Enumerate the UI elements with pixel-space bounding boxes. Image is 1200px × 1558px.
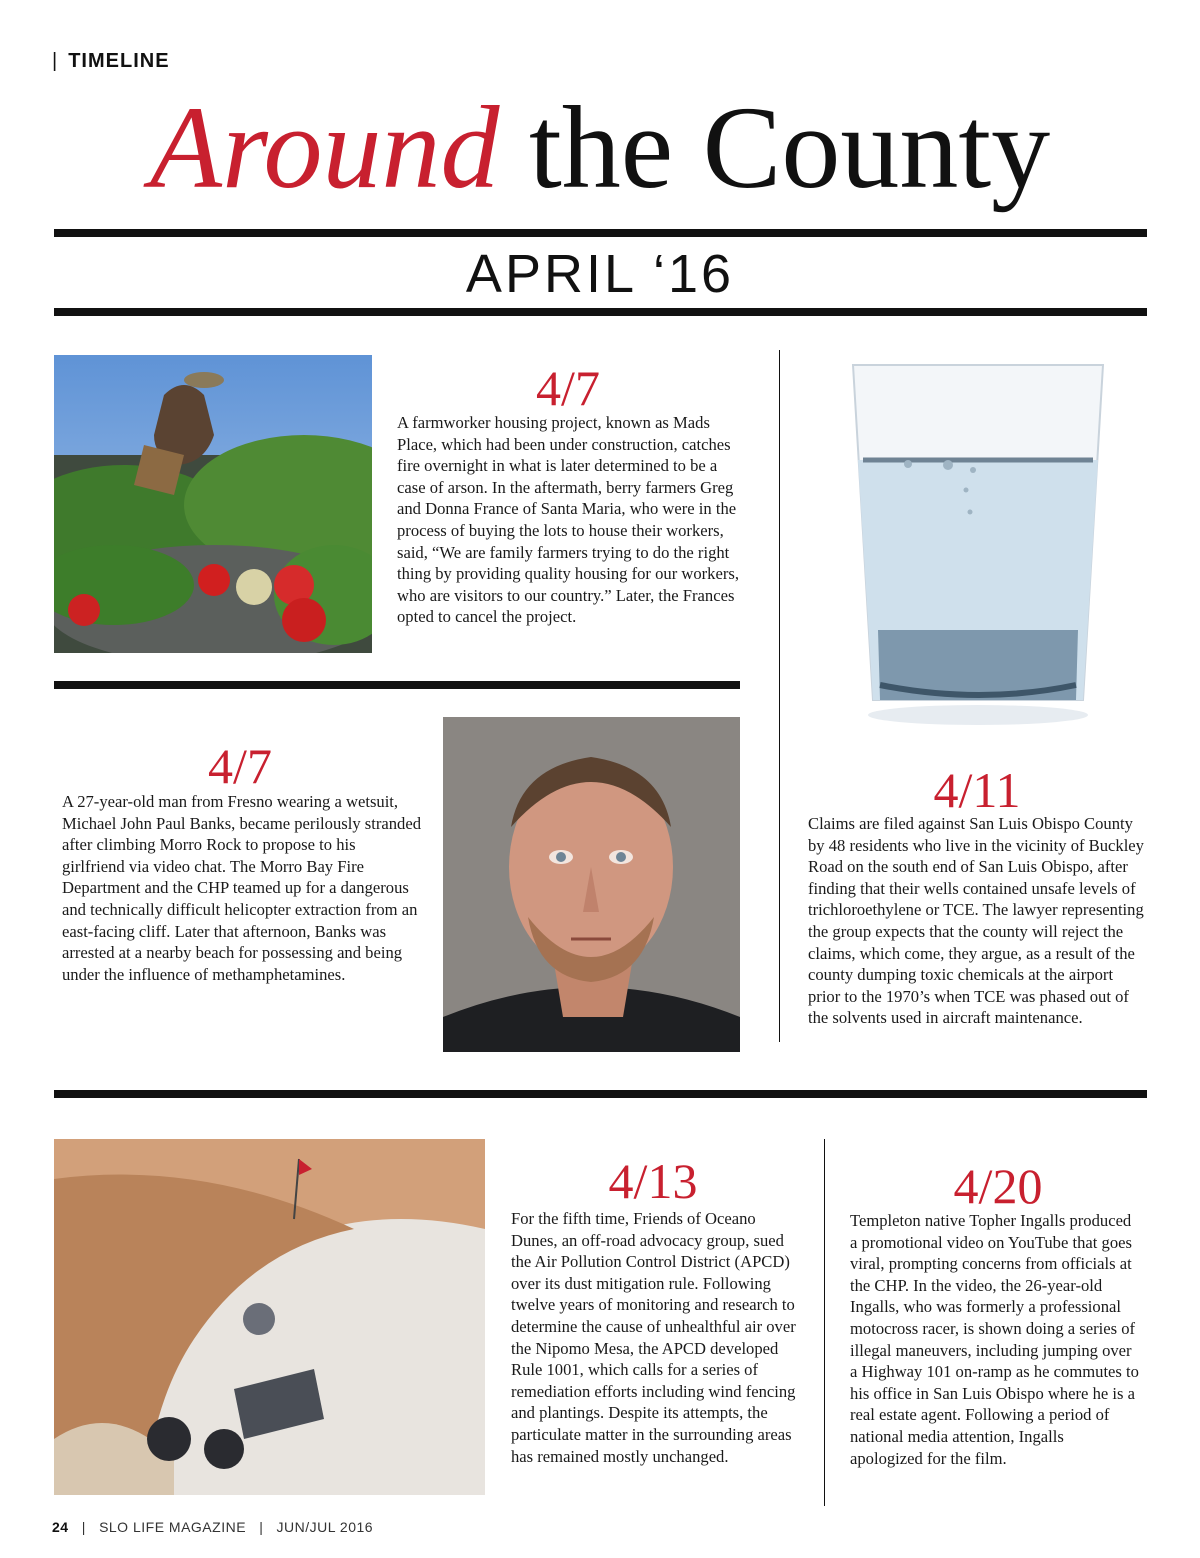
publication-name: SLO LIFE MAGAZINE [99, 1519, 247, 1535]
page-number: 24 [52, 1519, 69, 1535]
issue-date: JUN/JUL 2016 [276, 1519, 374, 1535]
entry-divider-1 [54, 681, 740, 689]
entry-text-1: A farmworker housing project, known as Mads Place, which had been under construction, catches fire overnight in what is later determined to be a case of arson. In the aftermath, berry farmers Greg and Donna France of Santa Maria, who were in the process of buying the lots to house their workers, said, “We are family farmers trying to do the right thing by providing quality housing for our workers, who are visitors to our country.” Later, the Frances opted to cancel the project. [397, 413, 739, 627]
footer-separator: | [72, 1519, 95, 1535]
title-rule-top [54, 229, 1147, 237]
strawberry-field-photo [54, 355, 372, 653]
mugshot-image [443, 717, 740, 1052]
section-label: | TIMELINE [52, 50, 170, 72]
section-label-text: TIMELINE [68, 50, 170, 72]
title-accent: Around [149, 82, 500, 213]
footer-separator: | [250, 1519, 273, 1535]
water-glass-image [808, 330, 1148, 735]
entry-date-5: 4/20 [953, 1158, 1043, 1214]
entry-date-1: 4/7 [536, 360, 600, 416]
entry-date-3: 4/11 [933, 762, 1021, 818]
column-divider-bottom [824, 1139, 825, 1506]
entry-date-4: 4/13 [608, 1153, 698, 1209]
page-footer [52, 1519, 373, 1535]
title-rest: the County [528, 82, 1051, 213]
entry-text-4: For the fifth time, Friends of Oceano Dunes, an off-road advocacy group, sued the Air Pollution Control District (APCD) over its dust mitigation rule. Following twelve years of monitoring and research to determine the cause of unhealthful air over the Nipomo Mesa, the APCD developed Rule 1001, which calls for a series of remediation efforts including wind fencing and plantings. Despite its attempts, the particulate matter in the surrounding areas has remained mostly unchanged. [511, 1209, 796, 1466]
dune-atv-image [54, 1139, 485, 1495]
entry-text-3: Claims are filed against San Luis Obispo County by 48 residents who live in the vicinity of Buckley Road on the south end of San Luis Obispo, after finding that their wells contained unsafe levels of trichloroethylene or TCE. The lawyer representing the group expects that the county will reject the claims, which come, they argue, as a result of the county dumping toxic chemicals at the airport prior to the 1970’s when TCE was phased out of the solvents used in aircraft maintenance. [808, 814, 1144, 1028]
entry-date-2: 4/7 [208, 738, 272, 794]
mugshot-photo [443, 717, 740, 1052]
entry-divider-2 [54, 1090, 1147, 1098]
entry-text-5: Templeton native Topher Ingalls produced a promotional video on YouTube that goes viral, prompting concerns from officials at the CHP. In the video, the 26-year-old Ingalls, who was formerly a professional motocross racer, is shown doing a series of illegal maneuvers, including jumping over a Highway 101 on-ramp as he commutes to his office in San Luis Obispo where he is a real estate agent. Following a period of national media attention, Ingalls apologized for the film. [850, 1211, 1139, 1468]
dune-atv-photo [54, 1139, 485, 1495]
title-rule-bottom [54, 308, 1147, 316]
column-divider-top [779, 350, 780, 1042]
entry-text-2: A 27-year-old man from Fresno wearing a wetsuit, Michael John Paul Banks, became perilously stranded after climbing Morro Rock to propose to his girlfriend via video chat. The Morro Bay Fire Department and the CHP teamed up for a dangerous and technically difficult helicopter extraction from an east-facing cliff. Later that afternoon, Banks was arrested at a nearby beach for possessing and being under the influence of methamphetamines. [62, 792, 421, 984]
month-heading: APRIL ‘16 [465, 244, 735, 304]
water-glass-photo [808, 330, 1148, 735]
strawberry-field-image [54, 355, 372, 653]
page-title [0, 78, 1200, 218]
